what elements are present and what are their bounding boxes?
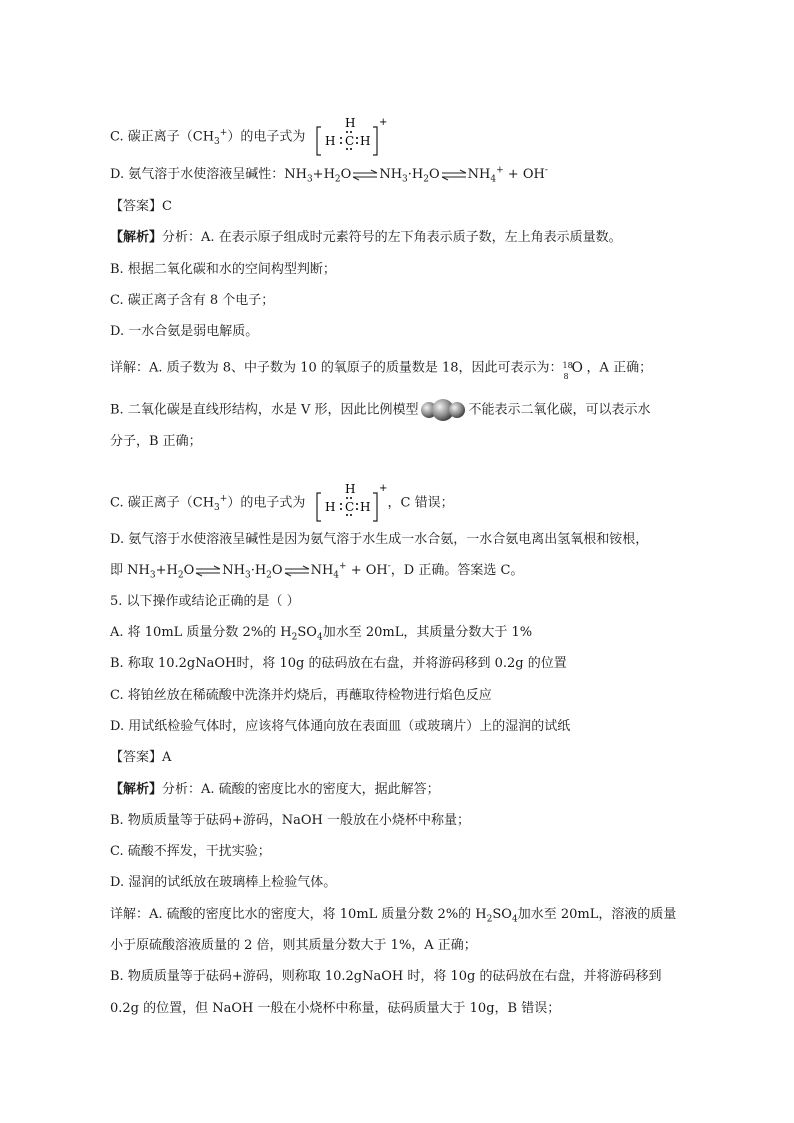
detail-1-b: B. 二氧化碳是直线形结构，水是 V 形，因此比例模型 不能表示二氧化碳，可以表示水 bbox=[110, 397, 651, 423]
analysis-1-c: C. 碳正离子含有 8 个电子； bbox=[110, 293, 275, 308]
detail-1-b-line2: 分子，B 正确； bbox=[110, 434, 202, 449]
analysis-2-c: C. 硫酸不挥发，干扰实验； bbox=[110, 844, 271, 859]
detail-1-c: C. 碳正离子$(CH_3^+)$的电子式为 H H C H + ，C 错误； bbox=[110, 483, 454, 523]
detail-1-d-line1: D. 氨气溶于水使溶液呈碱性是因为氨气溶于水生成一水合氨，一水合氨电离出氢氧根和铵根， bbox=[110, 532, 649, 547]
svg-text:H: H bbox=[325, 500, 336, 514]
option-c-line: C. 碳正离子$(CH_3^+)$的电子式为 H H C H + bbox=[110, 117, 387, 157]
svg-text:H: H bbox=[345, 483, 356, 496]
svg-text:H: H bbox=[360, 500, 371, 514]
carbocation-lewis-structure bbox=[315, 117, 387, 157]
svg-text:+: + bbox=[379, 483, 388, 494]
detail-1-a: 详解：A. 质子数为 8、中子数为 10 的氧原子的质量数是 18，因此可表示为： 18 8 O ，A 正确； bbox=[110, 360, 653, 381]
detail-2-a-line2: 小于原硫酸溶液质量的 2 倍，则其质量分数大于 1%，A 正确； bbox=[110, 938, 477, 953]
space-filling-model-icon bbox=[420, 397, 466, 423]
question-5-option-b: B. 称取 10.2gNaOH时，将 10g 的砝码放在右盘，并将游码移到 0.2g 的位置 bbox=[110, 656, 567, 671]
lewis-c: C bbox=[345, 134, 355, 148]
question-5-option-c: C. 将铂丝放在稀硫酸中洗涤并灼烧后，再蘸取待检物进行焰色反应 bbox=[110, 688, 492, 703]
lewis-h-left: H bbox=[325, 134, 336, 148]
analysis-1-a: 【解析】分析：A. 在表示原子组成时元素符号的左下角表示质子数，左上角表示质量数。 bbox=[110, 230, 622, 245]
detail-2-b-line1: B. 物质质量等于砝码+游码，则称取 10.2gNaOH 时，将 10g 的砝码放在右盘，并将游码移到 bbox=[110, 969, 662, 984]
lewis-h-top: H bbox=[345, 117, 356, 130]
answer-2: 【答案】A bbox=[110, 750, 172, 765]
question-5-stem: 5. 以下操作或结论正确的是（ ） bbox=[110, 594, 300, 609]
option-d-line: D. 氨气溶于水使溶液呈碱性：$NH_3+H_2O$ $NH_3\cdot H_2O$ $NH_4^+ + OH^-$ bbox=[110, 165, 548, 185]
equilibrium-arrow-icon bbox=[195, 565, 221, 577]
analysis-1-d: D. 一水合氨是弱电解质。 bbox=[110, 324, 259, 339]
oxygen-isotope: 18 8 O bbox=[562, 360, 584, 381]
analysis-2-d: D. 湿润的试纸放在玻璃棒上检验气体。 bbox=[110, 875, 337, 890]
lewis-h-right: H bbox=[360, 134, 371, 148]
detail-2-a-line1: 详解：A. 硫酸的密度比水的密度大，将 10mL 质量分数 2%的 $H_2SO_4$加水至 20mL，溶液的质量 bbox=[110, 907, 677, 925]
analysis-2-a: 【解析】分析：A. 硫酸的密度比水的密度大，据此解答； bbox=[110, 782, 440, 797]
equilibrium-arrow-icon bbox=[352, 169, 378, 181]
analysis-2-b: B. 物质质量等于砝码+游码，NaOH 一般放在小烧杯中称量； bbox=[110, 813, 470, 828]
lewis-charge: + bbox=[379, 117, 388, 128]
carbocation-lewis-structure bbox=[315, 483, 387, 523]
analysis-1-b: B. 根据二氧化碳和水的空间构型判断； bbox=[110, 262, 336, 277]
detail-2-b-line2: 0.2g 的位置，但 NaOH 一般在小烧杯中称量，砝码质量大于 10g，B 错误； bbox=[110, 1001, 561, 1016]
equilibrium-arrow-icon bbox=[284, 565, 310, 577]
svg-text:C: C bbox=[345, 500, 355, 514]
answer-1: 【答案】C bbox=[110, 199, 172, 214]
question-5-option-a: A. 将 10mL 质量分数 2%的 $H_2SO_4$加水至 20mL，其质量分数大于 1% bbox=[110, 625, 533, 643]
question-5-option-d: D. 用试纸检验气体时，应该将气体通向放在表面皿（或玻璃片）上的湿润的试纸 bbox=[110, 719, 571, 734]
equilibrium-arrow-icon bbox=[441, 169, 467, 181]
detail-1-d-line2: 即 $NH_3+H_2O$ $NH_3\cdot H_2O$ $NH_4^+ + OH^-$，D 正确。答案选 C。 bbox=[110, 561, 524, 581]
